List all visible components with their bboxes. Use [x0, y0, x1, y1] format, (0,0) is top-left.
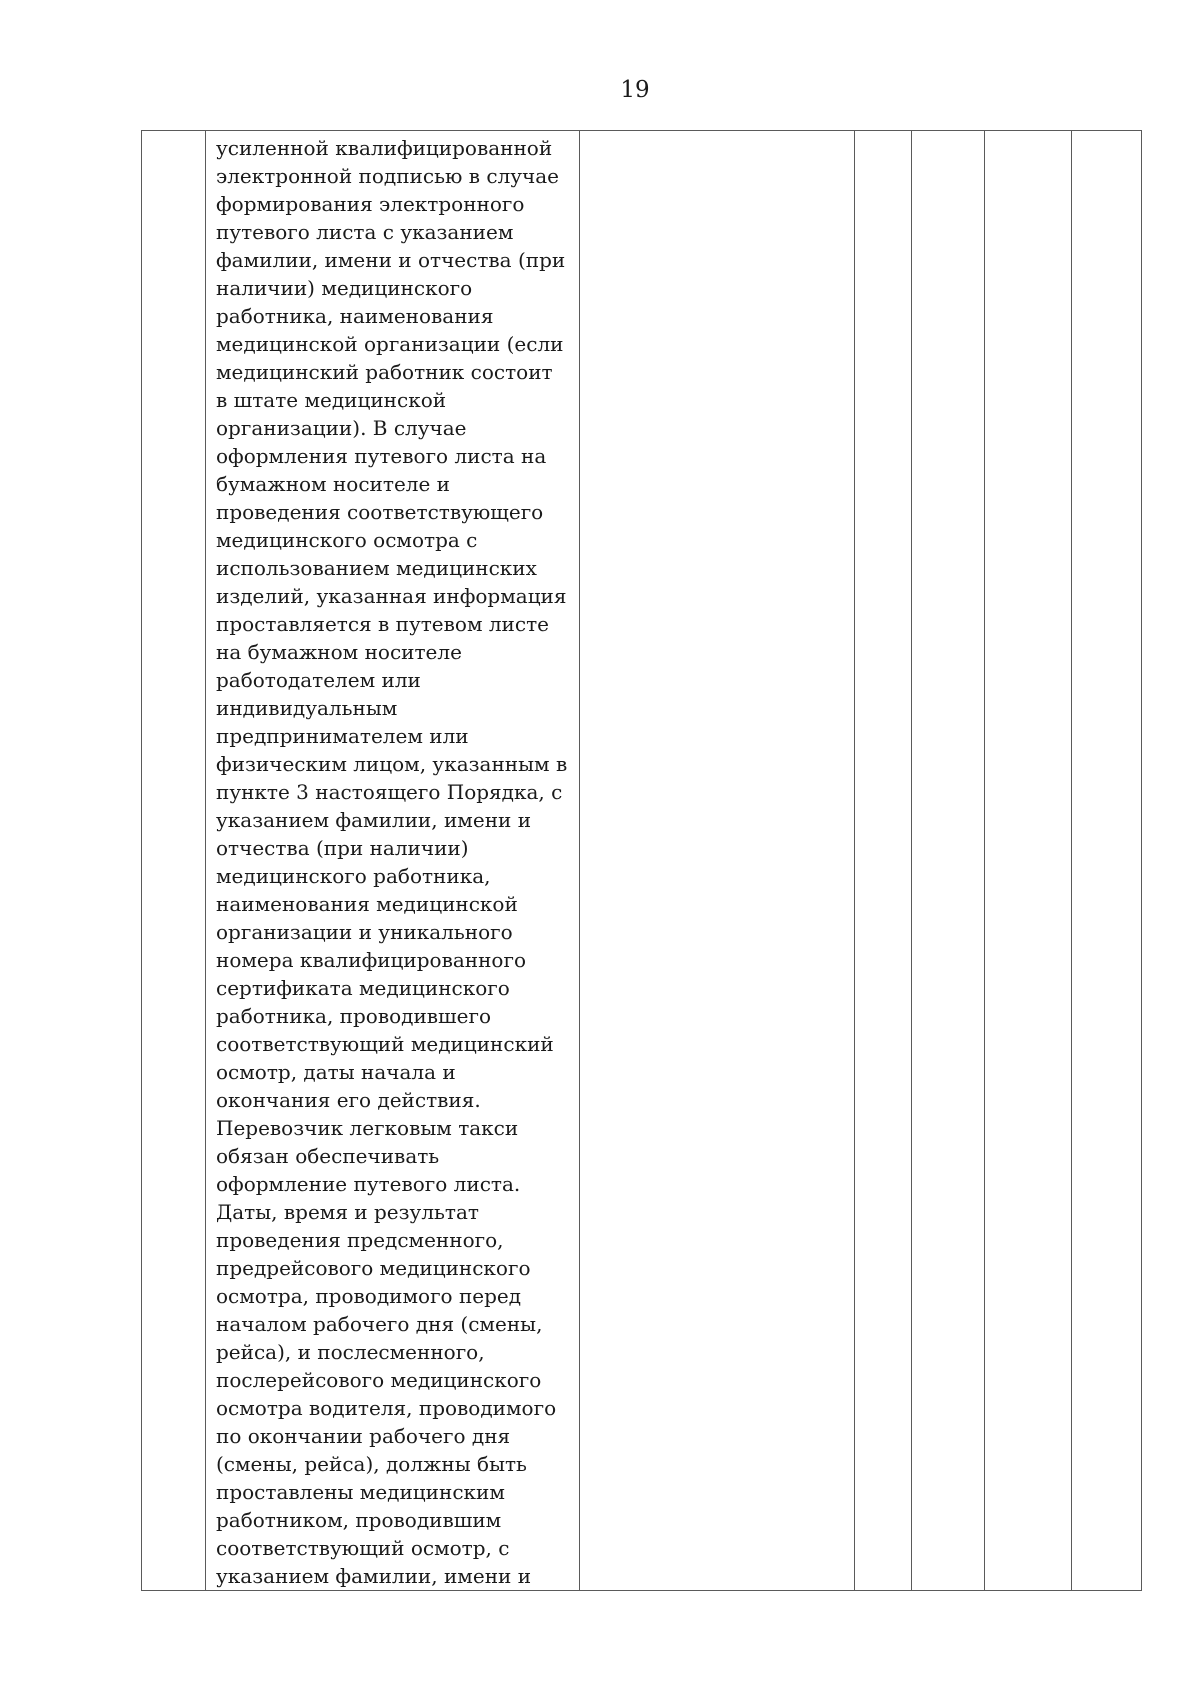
text-line: обязан обеспечивать: [216, 1144, 440, 1168]
text-line: электронной подписью в случае: [216, 164, 560, 188]
text-line: по окончании рабочего дня: [216, 1424, 511, 1448]
text-line: фамилии, имени и отчества (при: [216, 248, 566, 272]
text-line: послерейсового медицинского: [216, 1368, 542, 1392]
text-line: путевого листа с указанием: [216, 220, 514, 244]
table-cell-not-applicable: [985, 131, 1072, 1591]
requirements-table: [141, 130, 1142, 1591]
text-line: в штате медицинской: [216, 388, 447, 412]
text-line: индивидуальным: [216, 696, 398, 720]
text-line: работника, проводившего: [216, 1004, 491, 1028]
text-line: осмотра водителя, проводимого: [216, 1396, 557, 1420]
text-line: оформление путевого листа.: [216, 1172, 521, 1196]
table-cell-note: [1072, 131, 1142, 1591]
table-cell-reference: [580, 131, 855, 1591]
text-line: предпринимателем или: [216, 724, 469, 748]
text-line: указанием фамилии, имени и: [216, 1564, 532, 1588]
text-line: оформления путевого листа на: [216, 444, 547, 468]
text-line: бумажном носителе и: [216, 472, 451, 496]
text-line: сертификата медицинского: [216, 976, 510, 1000]
text-line: началом рабочего дня (смены,: [216, 1312, 543, 1336]
text-line: Даты, время и результат: [216, 1200, 479, 1224]
table-cell-yes: [855, 131, 912, 1591]
table-row: [142, 131, 1142, 1591]
text-line: работником, проводившим: [216, 1508, 502, 1532]
text-line: использованием медицинских: [216, 556, 537, 580]
text-line: Перевозчик легковым такси: [216, 1116, 519, 1140]
table-cell-number: [142, 131, 206, 1591]
text-line: проведения соответствующего: [216, 500, 544, 524]
text-line: пункте 3 настоящего Порядка, с: [216, 780, 563, 804]
text-line: окончания его действия.: [216, 1088, 481, 1112]
page-number: 19: [620, 77, 650, 103]
table-cell-no: [912, 131, 985, 1591]
text-line: медицинский работник состоит: [216, 360, 553, 384]
text-line: осмотра, проводимого перед: [216, 1284, 522, 1308]
text-line: работодателем или: [216, 668, 421, 692]
text-line: отчества (при наличии): [216, 836, 469, 860]
text-line: проставляется в путевом листе: [216, 612, 549, 636]
text-line: осмотр, даты начала и: [216, 1060, 456, 1084]
text-line: усиленной квалифицированной: [216, 136, 553, 160]
text-line: физическим лицом, указанным в: [216, 752, 568, 776]
text-line: соответствующий медицинский: [216, 1032, 554, 1056]
text-line: работника, наименования: [216, 304, 494, 328]
text-line: медицинской организации (если: [216, 332, 564, 356]
text-line: организации и уникального: [216, 920, 513, 944]
text-line: медицинского работника,: [216, 864, 491, 888]
text-line: медицинского осмотра с: [216, 528, 478, 552]
text-line: наличии) медицинского: [216, 276, 473, 300]
table-cell-requirement-text: [206, 131, 580, 1591]
text-line: на бумажном носителе: [216, 640, 462, 664]
text-line: проставлены медицинским: [216, 1480, 505, 1504]
text-line: наименования медицинской: [216, 892, 518, 916]
text-line: (смены, рейса), должны быть: [216, 1452, 527, 1476]
text-line: соответствующий осмотр, с: [216, 1536, 510, 1560]
text-line: проведения предсменного,: [216, 1228, 504, 1252]
text-line: формирования электронного: [216, 192, 525, 216]
text-line: рейса), и послесменного,: [216, 1340, 485, 1364]
text-line: номера квалифицированного: [216, 948, 526, 972]
text-line: изделий, указанная информация: [216, 584, 567, 608]
text-line: указанием фамилии, имени и: [216, 808, 532, 832]
text-line: организации). В случае: [216, 416, 467, 440]
text-line: предрейсового медицинского: [216, 1256, 531, 1280]
